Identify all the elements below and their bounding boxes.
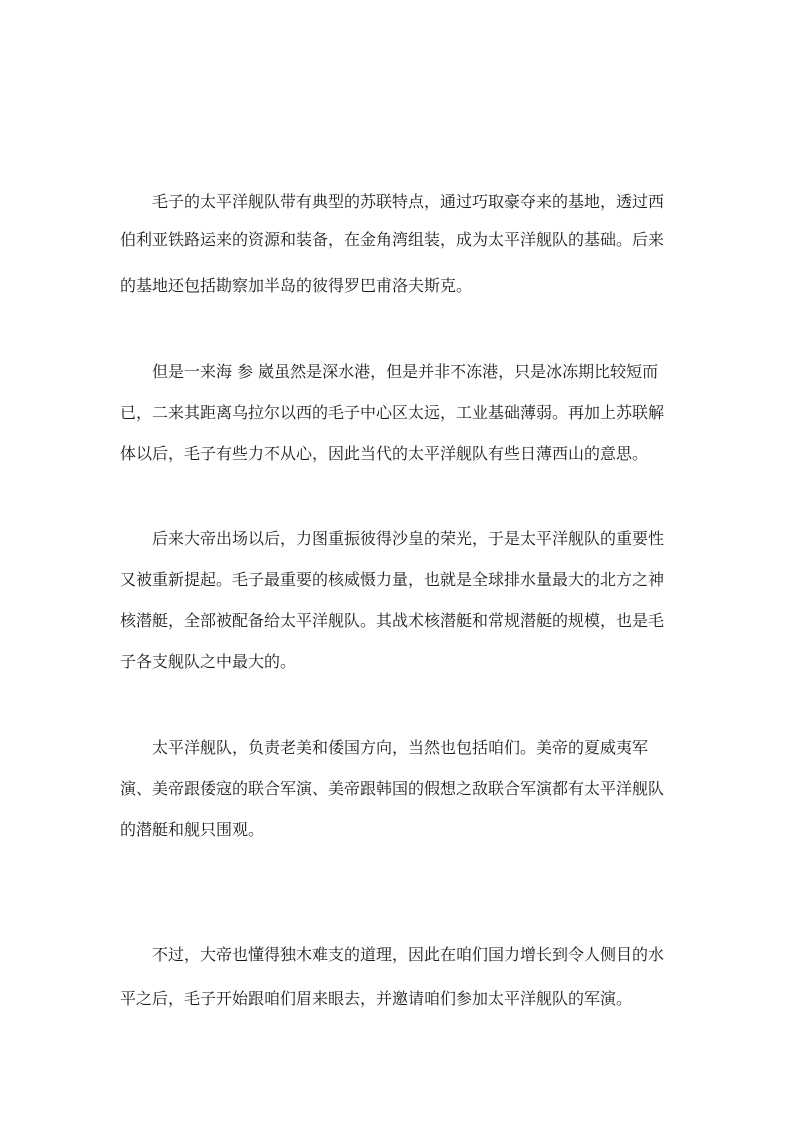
paragraph-3-line-3: 核潜艇，全部被配备给太平洋舰队。其战术核潜艇和常规潜艇的规模，也是毛	[120, 611, 665, 630]
paragraph-4-line-2: 演、美帝跟倭寇的联合军演、美帝跟韩国的假想之敌联合军演都有太平洋舰队	[120, 779, 665, 798]
paragraph-2-line-3: 体以后，毛子有些力不从心，因此当代的太平洋舰队有些日薄西山的意思。	[120, 444, 649, 463]
paragraph-4-line-3: 的潜艇和舰只围观。	[120, 820, 265, 839]
paragraph-2-line-1: 但是一来海 参 崴虽然是深水港，但是并非不冻港，只是冰冻期比较短而	[152, 362, 659, 381]
paragraph-3-line-1: 后来大帝出场以后，力图重振彼得沙皇的荣光，于是太平洋舰队的重要性	[152, 529, 665, 548]
paragraph-5-line-2: 平之后，毛子开始跟咱们眉来眼去，并邀请咱们参加太平洋舰队的军演。	[120, 989, 633, 1008]
paragraph-3-line-4: 子各支舰队之中最大的。	[120, 652, 297, 671]
paragraph-1-line-1: 毛子的太平洋舰队带有典型的苏联特点，通过巧取豪夺来的基地，透过西	[152, 192, 665, 211]
paragraph-2-line-2: 已，二来其距离乌拉尔以西的毛子中心区太远，工业基础薄弱。再加上苏联解	[120, 403, 665, 422]
paragraph-4-line-1: 太平洋舰队，负责老美和倭国方向，当然也包括咱们。美帝的夏威夷军	[152, 738, 649, 757]
paragraph-3-line-2: 又被重新提起。毛子最重要的核威慑力量，也就是全球排水量最大的北方之神	[120, 570, 665, 589]
paragraph-1-line-2: 伯利亚铁路运来的资源和装备，在金角湾组装，成为太平洋舰队的基础。后来	[120, 230, 665, 249]
paragraph-1-line-3: 的基地还包括勘察加半岛的彼得罗巴甫洛夫斯克。	[120, 276, 473, 295]
paragraph-5-line-1: 不过，大帝也懂得独木难支的道理，因此在咱们国力增长到令人侧目的水	[152, 945, 665, 964]
